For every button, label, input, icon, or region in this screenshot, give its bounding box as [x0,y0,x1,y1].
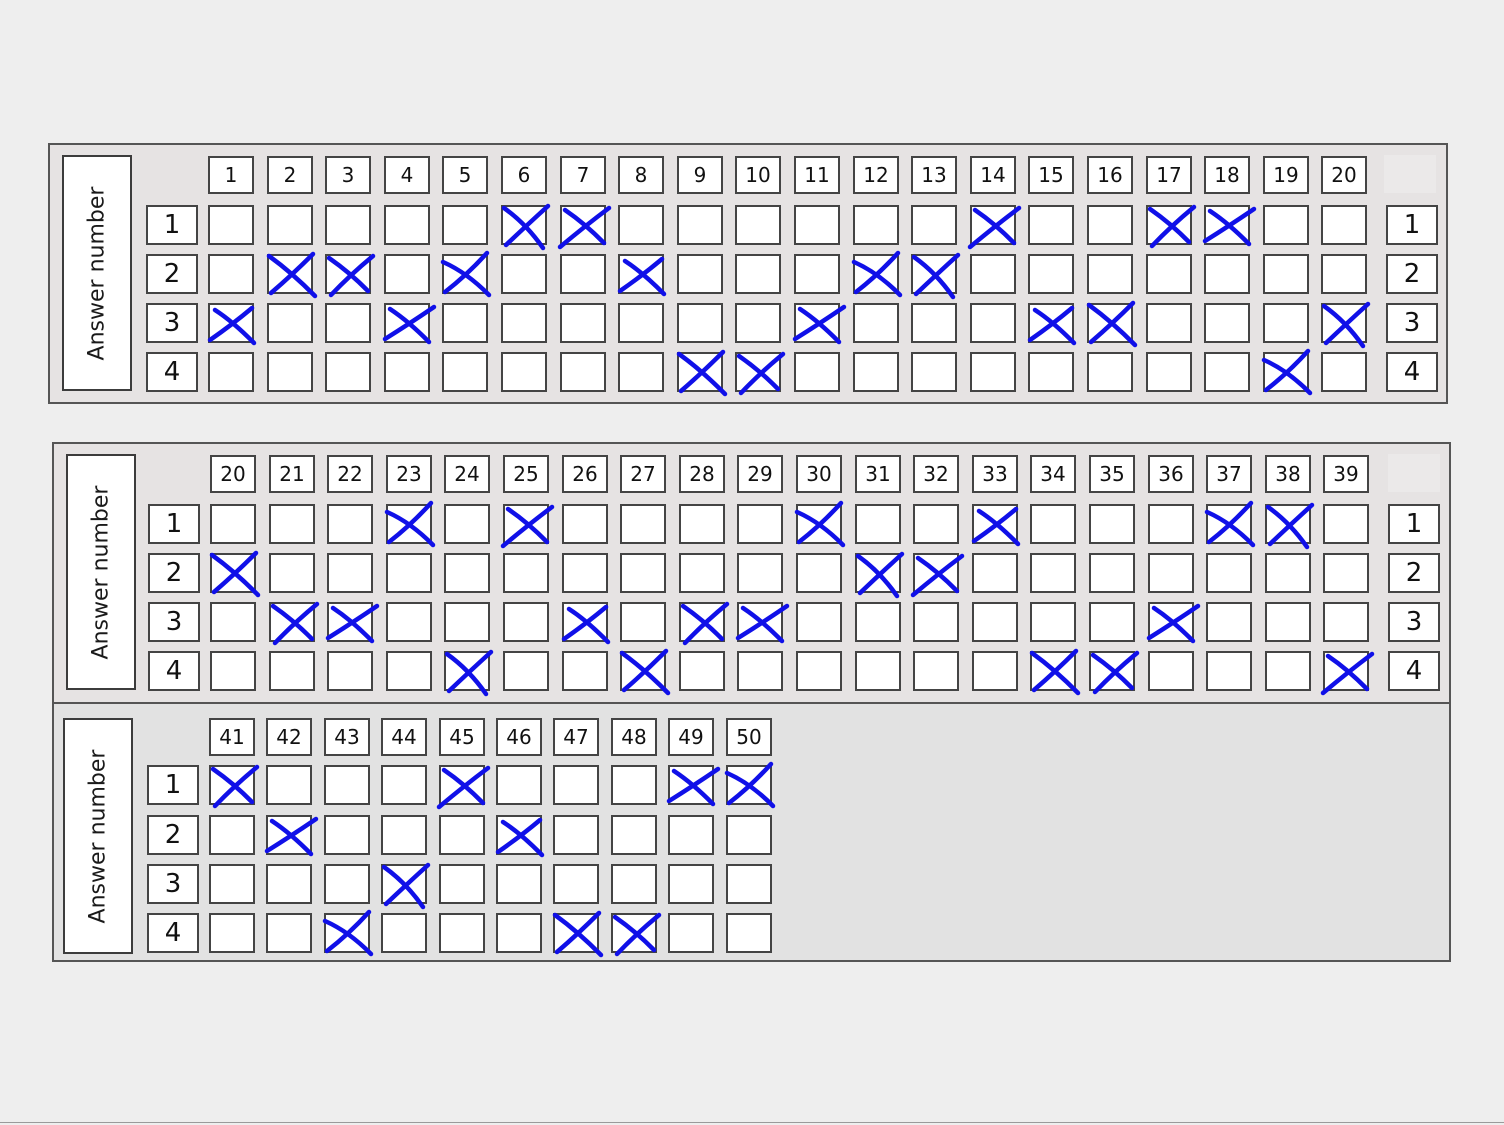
row-label-left: 1 [146,205,198,245]
answer-box[interactable] [553,913,599,953]
answer-box[interactable] [267,303,313,343]
question-number: 3 [325,156,371,194]
answer-box[interactable] [794,254,840,294]
question-number: 23 [386,455,432,493]
answer-number-label: Answer number [66,454,136,690]
answer-box[interactable] [562,602,608,642]
question-number: 32 [913,455,959,493]
answer-box[interactable] [324,913,370,953]
row-label-left: 4 [147,913,199,953]
answer-box[interactable] [503,504,549,544]
row-label-left: 4 [148,651,200,691]
answer-box[interactable] [562,504,608,544]
answer-box[interactable] [737,504,783,544]
question-number: 29 [737,455,783,493]
question-number: 31 [855,455,901,493]
answer-box[interactable] [384,303,430,343]
question-number: 39 [1323,455,1369,493]
answer-box[interactable] [677,303,723,343]
answer-box[interactable] [737,602,783,642]
answer-box[interactable] [972,602,1018,642]
row-label-left: 1 [147,765,199,805]
answer-box[interactable] [794,205,840,245]
question-number: 2 [267,156,313,194]
answer-box[interactable] [1323,602,1369,642]
answer-box[interactable] [735,352,781,392]
answer-box[interactable] [267,254,313,294]
answer-box[interactable] [1089,651,1135,691]
answer-box[interactable] [1321,205,1367,245]
answer-box[interactable] [442,303,488,343]
answer-box[interactable] [1321,352,1367,392]
question-number: 30 [796,455,842,493]
answer-box[interactable] [970,205,1016,245]
answer-box[interactable] [1146,303,1192,343]
answer-box[interactable] [208,205,254,245]
answer-box[interactable] [327,504,373,544]
answer-box[interactable] [911,352,957,392]
answer-box[interactable] [970,303,1016,343]
question-number: 33 [972,455,1018,493]
answer-box[interactable] [210,651,256,691]
answer-box[interactable] [1146,254,1192,294]
answer-box[interactable] [325,303,371,343]
question-number: 28 [679,455,725,493]
answer-box[interactable] [1028,254,1074,294]
question-number: 9 [677,156,723,194]
answer-box[interactable] [1148,553,1194,593]
answer-box[interactable] [1263,303,1309,343]
row-label-right: 4 [1386,352,1438,392]
answer-box[interactable] [1030,651,1076,691]
answer-box[interactable] [972,651,1018,691]
question-number: 49 [668,718,714,756]
answer-box[interactable] [726,864,772,904]
answer-box[interactable] [269,651,315,691]
answer-box[interactable] [209,815,255,855]
answer-box[interactable] [1265,602,1311,642]
answer-box[interactable] [444,553,490,593]
row-label-right: 3 [1386,303,1438,343]
answer-box[interactable] [269,553,315,593]
answer-box[interactable] [972,553,1018,593]
question-number: 4 [384,156,430,194]
answer-box[interactable] [381,765,427,805]
question-number: 38 [1265,455,1311,493]
answer-box[interactable] [1265,553,1311,593]
row-label-left: 3 [146,303,198,343]
row-label-right: 4 [1388,651,1440,691]
question-number: 45 [439,718,485,756]
question-number: 43 [324,718,370,756]
answer-box[interactable] [1323,504,1369,544]
answer-box[interactable] [620,553,666,593]
answer-box[interactable] [611,913,657,953]
answer-box[interactable] [1265,504,1311,544]
answer-box[interactable] [668,815,714,855]
answer-box[interactable] [208,352,254,392]
answer-box[interactable] [439,815,485,855]
answer-box[interactable] [853,205,899,245]
question-number: 35 [1089,455,1135,493]
answer-box[interactable] [266,765,312,805]
question-number: 37 [1206,455,1252,493]
answer-box[interactable] [970,352,1016,392]
answer-box[interactable] [1030,553,1076,593]
answer-box[interactable] [553,765,599,805]
question-number: 46 [496,718,542,756]
question-number: 41 [209,718,255,756]
question-number: 1 [208,156,254,194]
answer-box[interactable] [611,815,657,855]
answer-box[interactable] [208,303,254,343]
answer-box[interactable] [562,651,608,691]
answer-box[interactable] [444,602,490,642]
row-label-left: 3 [148,602,200,642]
answer-box[interactable] [324,765,370,805]
answer-box[interactable] [327,651,373,691]
answer-box[interactable] [210,553,256,593]
answer-box[interactable] [386,504,432,544]
row-label-left: 2 [148,553,200,593]
question-number: 17 [1146,156,1192,194]
answer-box[interactable] [496,815,542,855]
answer-box[interactable] [679,553,725,593]
question-number: 7 [560,156,606,194]
answer-grid-3 [54,704,1449,960]
answer-box[interactable] [1206,553,1252,593]
answer-box[interactable] [620,504,666,544]
row-label-right: 1 [1386,205,1438,245]
answer-number-label: Answer number [63,718,133,954]
question-number: 36 [1148,455,1194,493]
answer-box[interactable] [853,254,899,294]
answer-box[interactable] [611,864,657,904]
answer-box[interactable] [209,765,255,805]
answer-box[interactable] [209,864,255,904]
answer-box[interactable] [1323,651,1369,691]
answer-box[interactable] [911,254,957,294]
answer-box[interactable] [972,504,1018,544]
answer-box[interactable] [269,602,315,642]
answer-box[interactable] [668,765,714,805]
answer-box[interactable] [384,254,430,294]
answer-box[interactable] [1087,352,1133,392]
answer-box[interactable] [737,553,783,593]
answer-box[interactable] [267,205,313,245]
answer-box[interactable] [668,864,714,904]
answer-box[interactable] [324,864,370,904]
page-bottom-rule [0,1122,1504,1123]
answer-box[interactable] [1263,254,1309,294]
answer-box[interactable] [1206,504,1252,544]
answer-box[interactable] [1321,254,1367,294]
answer-box[interactable] [327,553,373,593]
answer-box[interactable] [794,303,840,343]
answer-box[interactable] [796,504,842,544]
answer-box[interactable] [501,254,547,294]
answer-box[interactable] [677,352,723,392]
answer-box[interactable] [444,651,490,691]
answer-box[interactable] [913,651,959,691]
answer-box[interactable] [726,765,772,805]
question-number: 34 [1030,455,1076,493]
question-number: 6 [501,156,547,194]
question-number: 48 [611,718,657,756]
answer-box[interactable] [1089,504,1135,544]
answer-box[interactable] [1028,303,1074,343]
answer-panel-2 [52,442,1451,704]
answer-box[interactable] [796,553,842,593]
answer-box[interactable] [855,651,901,691]
answer-box[interactable] [381,815,427,855]
answer-box[interactable] [325,352,371,392]
answer-box[interactable] [618,205,664,245]
row-label-right: 2 [1386,254,1438,294]
question-number: 20 [1321,156,1367,194]
answer-box[interactable] [855,504,901,544]
answer-grid-2 [54,444,1449,702]
question-number: 13 [911,156,957,194]
question-number: 26 [562,455,608,493]
answer-panel-3 [52,702,1451,962]
answer-box[interactable] [503,553,549,593]
answer-box[interactable] [677,254,723,294]
answer-box[interactable] [679,651,725,691]
answer-box[interactable] [496,765,542,805]
answer-box[interactable] [796,602,842,642]
answer-box[interactable] [911,303,957,343]
answer-box[interactable] [1204,303,1250,343]
question-number: 50 [726,718,772,756]
answer-box[interactable] [1265,651,1311,691]
question-number: 15 [1028,156,1074,194]
answer-box[interactable] [386,602,432,642]
answer-box[interactable] [735,303,781,343]
answer-box[interactable] [620,602,666,642]
question-number: 27 [620,455,666,493]
answer-box[interactable] [496,864,542,904]
answer-box[interactable] [560,205,606,245]
answer-box[interactable] [324,815,370,855]
answer-number-label: Answer number [62,155,132,391]
answer-box[interactable] [911,205,957,245]
answer-box[interactable] [503,651,549,691]
answer-box[interactable] [1030,504,1076,544]
answer-box[interactable] [796,651,842,691]
answer-box[interactable] [735,205,781,245]
answer-box[interactable] [442,254,488,294]
answer-box[interactable] [679,504,725,544]
row-label-right: 1 [1388,504,1440,544]
answer-box[interactable] [618,303,664,343]
answer-box[interactable] [970,254,1016,294]
question-number: 19 [1263,156,1309,194]
answer-box[interactable] [726,815,772,855]
answer-box[interactable] [853,303,899,343]
answer-box[interactable] [267,352,313,392]
answer-box[interactable] [1087,205,1133,245]
answer-box[interactable] [611,765,657,805]
answer-box[interactable] [1204,352,1250,392]
answer-box[interactable] [1263,352,1309,392]
answer-box[interactable] [1206,602,1252,642]
answer-box[interactable] [439,864,485,904]
answer-box[interactable] [1321,303,1367,343]
answer-box[interactable] [618,352,664,392]
answer-box[interactable] [1146,205,1192,245]
answer-box[interactable] [444,504,490,544]
question-number: 8 [618,156,664,194]
answer-box[interactable] [679,602,725,642]
answer-box[interactable] [442,205,488,245]
answer-box[interactable] [325,254,371,294]
question-number: 20 [210,455,256,493]
answer-box[interactable] [560,303,606,343]
answer-box[interactable] [618,254,664,294]
answer-box[interactable] [384,205,430,245]
row-label-right: 2 [1388,553,1440,593]
answer-box[interactable] [853,352,899,392]
answer-box[interactable] [1028,352,1074,392]
row-label-left: 4 [146,352,198,392]
answer-box[interactable] [386,651,432,691]
answer-box[interactable] [210,602,256,642]
row-label-left: 3 [147,864,199,904]
answer-box[interactable] [1148,651,1194,691]
answer-box[interactable] [562,553,608,593]
question-number: 44 [381,718,427,756]
answer-box[interactable] [1148,504,1194,544]
question-number: 11 [794,156,840,194]
answer-box[interactable] [501,205,547,245]
answer-box[interactable] [503,602,549,642]
answer-box[interactable] [266,815,312,855]
answer-box[interactable] [501,303,547,343]
answer-box[interactable] [269,504,315,544]
question-number: 5 [442,156,488,194]
question-number: 21 [269,455,315,493]
answer-box[interactable] [439,913,485,953]
answer-box[interactable] [381,913,427,953]
answer-box[interactable] [553,864,599,904]
answer-box[interactable] [560,352,606,392]
answer-box[interactable] [501,352,547,392]
row-label-left: 1 [148,504,200,544]
answer-box[interactable] [560,254,606,294]
answer-box[interactable] [913,553,959,593]
answer-grid-1 [50,145,1446,402]
answer-panel-1 [48,143,1448,404]
answer-box[interactable] [210,504,256,544]
answer-box[interactable] [384,352,430,392]
answer-box[interactable] [1089,602,1135,642]
answer-box[interactable] [855,602,901,642]
answer-box[interactable] [726,913,772,953]
answer-box[interactable] [1087,303,1133,343]
answer-box[interactable] [913,602,959,642]
answer-box[interactable] [1323,553,1369,593]
answer-box[interactable] [266,864,312,904]
question-number: 22 [327,455,373,493]
answer-box[interactable] [1146,352,1192,392]
answer-box[interactable] [668,913,714,953]
answer-box[interactable] [620,651,666,691]
answer-box[interactable] [855,553,901,593]
answer-box[interactable] [1204,254,1250,294]
answer-box[interactable] [677,205,723,245]
question-number: 12 [853,156,899,194]
answer-box[interactable] [442,352,488,392]
answer-box[interactable] [1087,254,1133,294]
answer-box[interactable] [208,254,254,294]
question-number: 47 [553,718,599,756]
answer-box[interactable] [496,913,542,953]
answer-box[interactable] [794,352,840,392]
row-label-left: 2 [147,815,199,855]
answer-box[interactable] [1206,651,1252,691]
answer-box[interactable] [386,553,432,593]
answer-box[interactable] [1028,205,1074,245]
answer-box[interactable] [1089,553,1135,593]
answer-box[interactable] [439,765,485,805]
question-number: 18 [1204,156,1250,194]
answer-box[interactable] [266,913,312,953]
question-number: 25 [503,455,549,493]
answer-box[interactable] [209,913,255,953]
answer-box[interactable] [1148,602,1194,642]
answer-box[interactable] [735,254,781,294]
answer-box[interactable] [1263,205,1309,245]
answer-box[interactable] [327,602,373,642]
answer-box[interactable] [1204,205,1250,245]
answer-box[interactable] [325,205,371,245]
question-number: 16 [1087,156,1133,194]
answer-box[interactable] [553,815,599,855]
answer-box[interactable] [913,504,959,544]
answer-box[interactable] [381,864,427,904]
answer-box[interactable] [1030,602,1076,642]
row-label-left: 2 [146,254,198,294]
question-number: 24 [444,455,490,493]
answer-box[interactable] [737,651,783,691]
row-label-right: 3 [1388,602,1440,642]
question-number: 42 [266,718,312,756]
question-number: 14 [970,156,1016,194]
question-number: 10 [735,156,781,194]
